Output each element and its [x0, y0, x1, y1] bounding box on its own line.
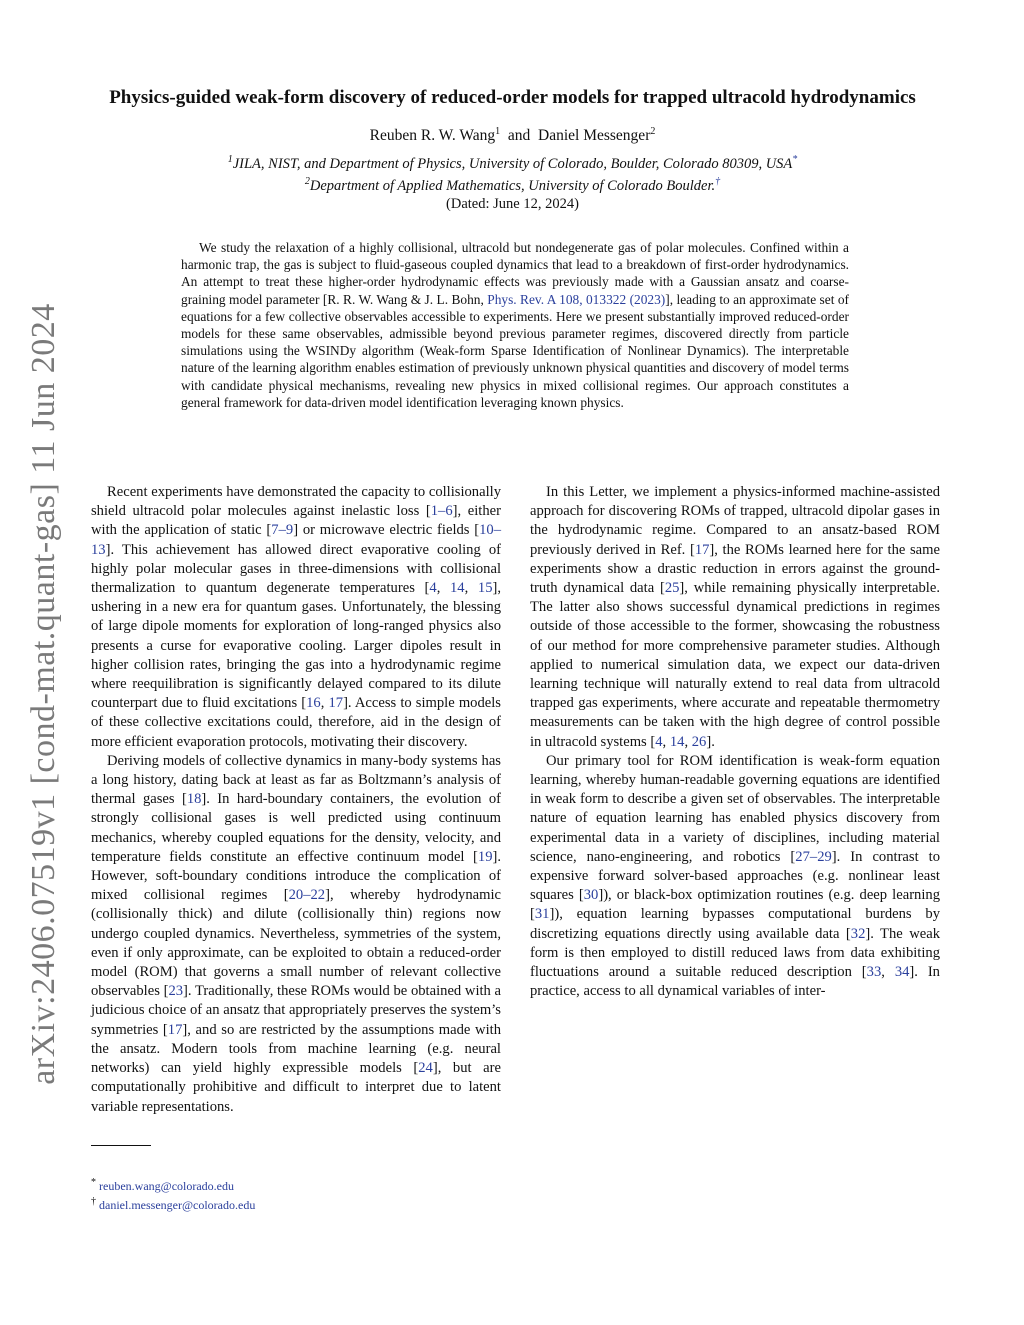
affiliation	[90, 151, 935, 173]
body-text: ], ushering in a new era for quantum gases. Unfortunately, the blessing of large dipole moments for exploration of long-ranged physics also presents a curse for evaporative cooling. Larger dipoles result in higher collision rates, bringing the gas into a hydrodynamic regime where reequilibration is significantly delayed compared to its dilute counterpart due to fluid excitations [	[91, 580, 502, 712]
paragraph	[91, 752, 501, 1117]
affil-text: Department of Applied Mathematics, University of Colorado Boulder.	[309, 177, 716, 194]
citation-link[interactable]: 27–29	[795, 848, 832, 865]
body-text: ]. In practice, access to all dynamical variables of inter-	[530, 964, 940, 1000]
column-right	[530, 483, 940, 1001]
author-name: Reuben R. W. Wang	[369, 127, 496, 145]
footnote	[91, 1175, 491, 1194]
body-text: ], either with the application of static [	[91, 503, 501, 539]
body-text: ]. This achievement has allowed direct evaporative cooling of highly polar molecular gases in three-dimensions with collisional thermalization to quantum degenerate temperatures [	[91, 541, 501, 597]
footnote-mark: *	[91, 1177, 96, 1188]
paragraph	[91, 483, 501, 752]
email-link[interactable]: reuben.wang@colorado.edu	[99, 1179, 234, 1193]
body-text: Our primary tool for ROM identification is weak-form equation learning, whereby human-readable governing equations are identified in weak form to describe a given set of observables. The interpretable nature of equation learning has enabled physics discovery from experimental data in a variety of disciplines, including material science, nano-engineering, and robotics [	[530, 752, 940, 865]
footnote-rule	[91, 1145, 151, 1146]
citation-link[interactable]: 31	[534, 906, 550, 923]
citation-link[interactable]: 23	[168, 983, 184, 1000]
citation-link[interactable]: 16	[306, 695, 321, 712]
citation-link[interactable]: 20–22	[288, 887, 326, 904]
citation-link[interactable]: 17	[167, 1021, 183, 1038]
body-text: ,	[320, 695, 329, 712]
author-name: Daniel Messenger	[538, 127, 651, 145]
abstract-text: ], leading to an approximate set of equations for a few collective observables accessible to experiments. Here we present substantially improved reduced-order models for these same observables, admissible beyond previous parameter regimes, discovered directly from particle simulations using the WSINDy algorithm (Weak-form Sparse Identification of Nonlinear Dynamics). The interpretable nature of the learning algorithm enables estimation of previously unknown physical quantities and discovery of model terms with candidate physical mechanisms, revealing new physics in mixed collisional regimes. Our approach constitutes a general framework for data-driven model identification leveraging known physics.	[181, 291, 850, 410]
affil-text: JILA, NIST, and Department of Physics, University of Colorado, Boulder, Colorado 80309, USA	[232, 155, 793, 172]
body-text: ]. In hard-boundary containers, the evolution of strongly collisional gases is well predicted using continuum mechanics, whereby coupled equations for the density, velocity, and temperature fields constitute an effective continuum model [	[91, 791, 501, 865]
citation-link[interactable]: 17	[694, 541, 710, 558]
paper-header	[90, 86, 935, 213]
citation-link[interactable]: 14	[450, 580, 465, 597]
body-text: ,	[436, 580, 450, 597]
footnote-link[interactable]: *	[792, 154, 798, 166]
citation-link[interactable]: 32	[850, 925, 866, 942]
citation-link[interactable]: 4	[655, 733, 663, 750]
citation-link[interactable]: Phys. Rev. A 108, 013322 (2023)	[487, 291, 666, 307]
body-text: ]. In contrast to expensive forward solver-based approaches (e.g. nonlinear least squares [	[530, 848, 940, 904]
body-text: ]. The weak form is then employed to distill reduced laws from data exhibiting fluctuations around a suitable reduced description [	[530, 925, 940, 981]
footnote	[91, 1194, 491, 1213]
email-link[interactable]: daniel.messenger@colorado.edu	[99, 1198, 256, 1212]
citation-link[interactable]: 25	[664, 580, 680, 597]
citation-link[interactable]: 14	[669, 733, 685, 750]
citation-link[interactable]: 33	[866, 964, 882, 981]
citation-link[interactable]: 17	[328, 695, 344, 712]
citation-link[interactable]: 30	[583, 887, 599, 904]
body-text: ]), equation learning bypasses computational burdens by discretizing equations directly using available data [	[530, 906, 940, 942]
citation-link[interactable]: 15	[477, 580, 493, 597]
author-affil-mark: 1	[495, 126, 501, 137]
citation-link[interactable]: 7–9	[271, 522, 294, 539]
paragraph	[530, 483, 940, 752]
citation-link[interactable]: 19	[477, 848, 493, 865]
author-affil-mark: 2	[650, 126, 656, 137]
citation-link[interactable]: 4	[429, 580, 437, 597]
arxiv-identifier	[0, 0, 70, 1325]
body-text: ]. Access to simple models of these collective excitations could, therefore, aid in the design of more efficient evaporation protocols, motivating their discovery.	[91, 695, 501, 750]
body-text: ,	[881, 964, 895, 981]
footnote-link[interactable]: †	[715, 175, 721, 187]
citation-link[interactable]: 26	[691, 733, 707, 750]
date-line: (Dated: June 12, 2024)	[446, 195, 579, 212]
paper-title: Physics-guided weak-form discovery of reduced-order models for trapped ultracold hydrodynamics	[109, 87, 916, 108]
citation-link[interactable]: 34	[894, 964, 910, 981]
affil-mark: 2	[304, 175, 310, 187]
citation-link[interactable]: 18	[186, 791, 202, 808]
abstract	[181, 239, 849, 411]
body-text: ,	[684, 733, 692, 750]
footnotes	[91, 1175, 491, 1213]
paragraph	[530, 752, 940, 1002]
body-text: ]. Traditionally, these ROMs would be obtained with a judicious choice of an ansatz that appropriately preserves the system’s symmetries [	[91, 983, 502, 1038]
body-text: ].	[706, 733, 715, 750]
body-text: Deriving models of collective dynamics in many-body systems has a long history, dating back at least as far as Boltzmann’s analysis of thermal gases [	[91, 752, 501, 808]
abstract-text: We study the relaxation of a highly collisional, ultracold but nondegenerate gas of polar molecules. Confined within a harmonic trap, the gas is subject to fluid-gaseous coupled dynamics that lead to a breakdown of first-order hydrodynamics. An attempt to treat these higher-order hydrodynamic effects was previously made with a Gaussian ansatz and coarse-graining model parameter [R. R. W. Wang & J. L. Bohn,	[181, 240, 849, 307]
body-text: ]. However, soft-boundary conditions introduce the complication of mixed collisional regimes [	[91, 848, 501, 904]
body-text: In this Letter, we implement a physics-informed machine-assisted approach for discovering ROMs of trapped, ultracold dipolar gases in the hydrodynamic regime. Compared to an ansatz-based ROM previously derived in Ref. [	[530, 484, 940, 558]
arxiv-identifier-text: arXiv:2406.07519v1 [cond-mat.quant-gas] 11 Jun 2024	[25, 303, 62, 1085]
body-text: ], the ROMs learned here for the same experiments show a drastic reduction in errors against the ground-truth dynamical data [	[530, 541, 940, 597]
footnote-mark: †	[91, 1196, 96, 1207]
body-text: ], while remaining physically interpretable. The latter also shows successful dynamical predictions in regimes outside of those accessible to the former, showcasing the robustness of our method for more comprehensive parameter studies. Although applied to numerical simulation data, we expect our data-driven learning technique will naturally extend to real data from ultracold trapped gas experiments, where accurate and repeatable thermometry measurements can be taken with the high degree of control possible in ultracold systems [	[530, 580, 940, 750]
body-text: ,	[662, 733, 670, 750]
column-left	[91, 483, 501, 1117]
affiliation	[90, 173, 935, 195]
body-text: ], but are computationally prohibitive and difficult to interpret due to latent variable representations.	[91, 1060, 501, 1115]
body-text: ]), or black-box optimization routines (e.g. deep learning [	[530, 887, 940, 923]
author-line	[90, 126, 935, 145]
body-text: ], and so are restricted by the assumptions made with the ansatz. Modern tools from machine learning (e.g. neural networks) can yield highly expressible models [	[91, 1021, 501, 1077]
citation-link[interactable]: 1–6	[430, 503, 453, 520]
body-text: ,	[464, 580, 478, 597]
author-conjunction: and	[507, 127, 531, 145]
body-text: ] or microwave electric fields [	[293, 522, 480, 539]
affil-mark: 1	[227, 154, 233, 166]
body-text: Recent experiments have demonstrated the capacity to collisionally shield ultracold polar molecules against inelastic loss [	[91, 484, 501, 520]
body-text: ], whereby hydrodynamic (collisionally thick) and dilute (collisionally thin) regions now undergo coupled dynamics. Nevertheless, symmetries of the system, even if only approximate, can be exploited to obtain a reduced-order model (ROM) that governs a small number of relevant collective observables [	[91, 887, 501, 1000]
citation-link[interactable]: 10–13	[91, 522, 502, 558]
citation-link[interactable]: 24	[418, 1060, 433, 1077]
